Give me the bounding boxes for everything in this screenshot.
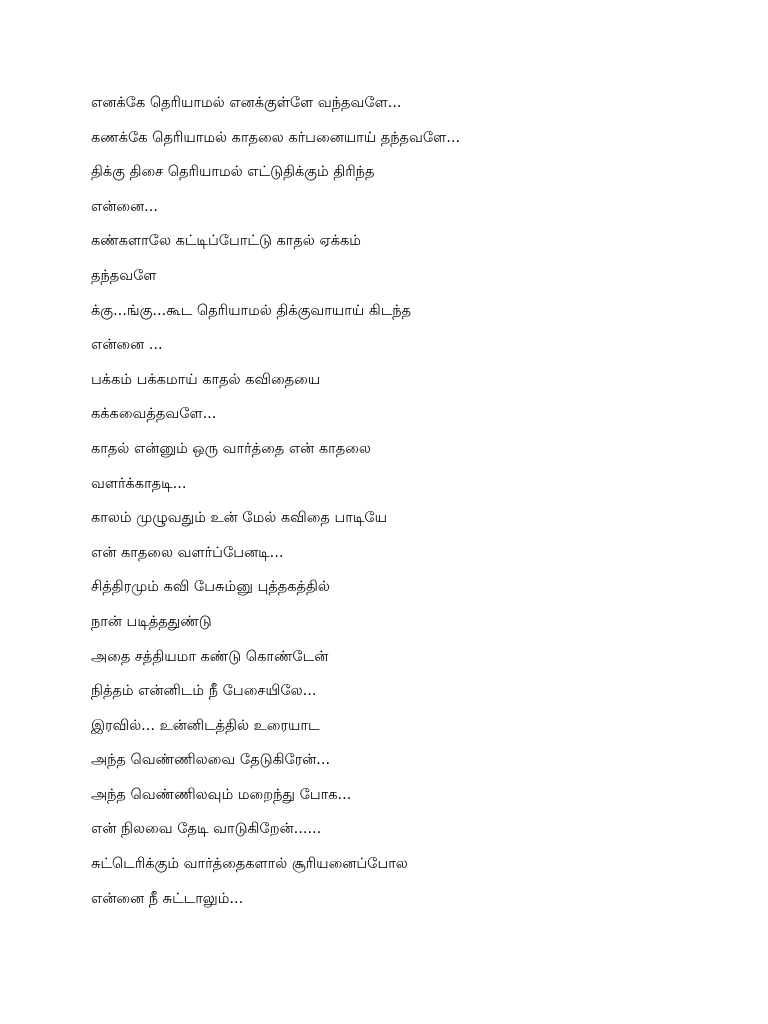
poem-line: கக்கவைத்தவளே... — [91, 406, 217, 423]
poem-line: வளர்க்காதடி... — [91, 475, 187, 492]
poem-line: என்னை நீ சுட்டாலும்... — [91, 890, 244, 907]
poem-line: என்னை... — [91, 198, 158, 215]
poem-line: எனக்கே தெரியாமல் எனக்குள்ளே வந்தவளே... — [91, 95, 402, 111]
poem-line: என்னை ... — [91, 337, 163, 354]
poem-text — [91, 88, 711, 918]
poem-line: தந்தவளே — [91, 267, 157, 284]
poem-line: க்கு...ங்கு...கூட தெரியாமல் திக்குவாயாய் கிடந்த — [91, 302, 412, 319]
poem-line: அந்த வெண்ணிலவும் மறைந்து போக... — [91, 786, 352, 803]
poem-line: நான் படித்ததுண்டு — [91, 613, 212, 630]
poem-line: என் நிலவை தேடி வாடுகிறேன்...... — [91, 821, 322, 838]
poem-line: என் காதலை வளர்ப்பேனடி... — [91, 544, 284, 561]
poem-line: காதல் என்னும் ஒரு வார்த்தை என் காதலை — [91, 440, 371, 457]
poem-line: அந்த வெண்ணிலவை தேடுகிரேன்... — [91, 752, 331, 769]
poem-line: காலம் முழுவதும் உன் மேல் கவிதை பாடியே — [91, 510, 388, 527]
poem-line: சுட்டெரிக்கும் வார்த்தைகளால் சூரியனைப்போல — [91, 856, 408, 873]
poem-line: சித்திரமும் கவி பேசும்னு புத்தகத்தில் — [91, 579, 330, 596]
poem-line: நித்தம் என்னிடம் நீ பேசையிலே... — [91, 683, 317, 700]
poem-line: பக்கம் பக்கமாய் காதல் கவிதையை — [91, 371, 321, 388]
poem-line: அதை சத்தியமா கண்டு கொண்டேன் — [91, 648, 329, 665]
poem-line: கணக்கே தெரியாமல் காதலை கர்பனையாய் தந்தவளே... — [91, 129, 461, 146]
poem-line: கண்களாலே கட்டிப்போட்டு காதல் ஏக்கம் — [91, 233, 361, 250]
poem-line: இரவில்... உன்னிடத்தில் உரையாட — [91, 717, 320, 734]
poem-line: திக்கு திசை தெரியாமல் எட்டுதிக்கும் திரிந்த — [91, 164, 375, 181]
